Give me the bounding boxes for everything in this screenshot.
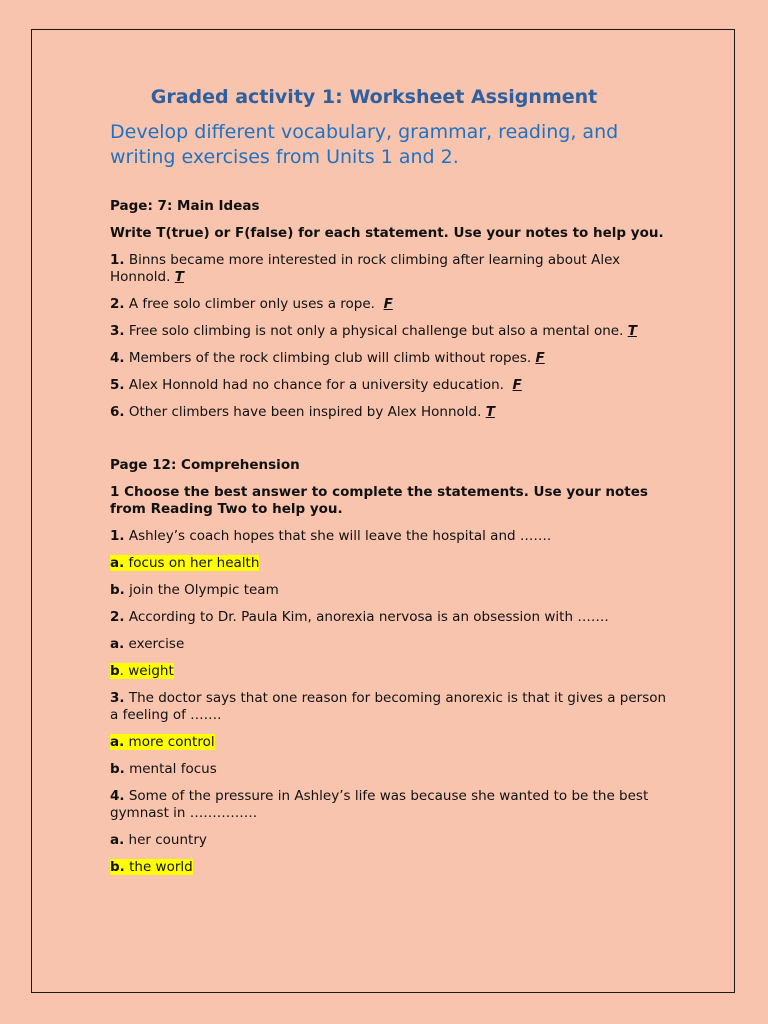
item-answer: F [535, 350, 545, 366]
item-number: 4. [110, 350, 125, 366]
question [110, 788, 670, 822]
option-correct [110, 555, 670, 572]
page-subtitle: Develop different vocabulary, grammar, reading, and writing exercises from Units 1 and 2. [110, 121, 619, 168]
option-correct [110, 734, 670, 751]
item-answer: T [485, 404, 495, 420]
option-correct [110, 859, 670, 876]
item-number: 3. [110, 323, 125, 339]
option-letter: b. [110, 859, 125, 875]
question-number: 2. [110, 609, 125, 625]
option-text: her country [128, 832, 207, 848]
option-correct [110, 663, 670, 680]
option-letter: a. [110, 832, 125, 848]
worksheet-content [110, 86, 670, 886]
question [110, 690, 670, 724]
option-text: join the Olympic team [129, 582, 279, 598]
item-answer: T [174, 269, 184, 285]
question [110, 609, 670, 626]
option-text: focus on her health [128, 555, 260, 571]
tf-item [110, 350, 670, 367]
option-text: exercise [128, 636, 185, 652]
item-answer: F [512, 377, 522, 393]
question-number: 1. [110, 528, 125, 544]
item-text: Binns became more interested in rock climbing after learning about Alex Honnold. [110, 252, 621, 285]
tf-item [110, 296, 670, 313]
item-text: Members of the rock climbing club will climb without ropes. [128, 350, 532, 366]
section1-heading: Page: 7: Main Ideas [110, 198, 260, 214]
option-letter: b [110, 663, 120, 679]
option-letter: a. [110, 734, 125, 750]
question-number: 3. [110, 690, 125, 706]
option-letter: b. [110, 582, 125, 598]
section2-instructions: 1 Choose the best answer to complete the statements. Use your notes from Reading Two to help you. [110, 484, 648, 517]
tf-item [110, 377, 670, 394]
question-text: The doctor says that one reason for becoming anorexic is that it gives a person a feeling of ……. [110, 690, 667, 723]
question-text: Ashley’s coach hopes that she will leave the hospital and ……. [128, 528, 552, 544]
question-text: Some of the pressure in Ashley’s life was because she wanted to be the best gymnast in …………… [110, 788, 649, 821]
item-number: 6. [110, 404, 125, 420]
option-text: more control [128, 734, 215, 750]
item-answer: T [627, 323, 637, 339]
item-number: 5. [110, 377, 125, 393]
option-letter: a. [110, 636, 125, 652]
question-text: According to Dr. Paula Kim, anorexia nervosa is an obsession with ……. [128, 609, 609, 625]
option [110, 582, 670, 599]
option [110, 636, 670, 653]
option [110, 761, 670, 778]
tf-item [110, 323, 670, 340]
option-letter: b. [110, 761, 125, 777]
question [110, 528, 670, 545]
item-text: Free solo climbing is not only a physical challenge but also a mental one. [128, 323, 624, 339]
option-letter: a. [110, 555, 125, 571]
option-text: the world [129, 859, 193, 875]
item-text: Alex Honnold had no chance for a university education. [128, 377, 504, 393]
item-number: 2. [110, 296, 125, 312]
tf-item [110, 252, 670, 286]
item-text: A free solo climber only uses a rope. [128, 296, 375, 312]
page-title: Graded activity 1: Worksheet Assignment [150, 86, 598, 108]
option-text: mental focus [129, 761, 217, 777]
section2-heading: Page 12: Comprehension [110, 457, 300, 473]
section1-instructions: Write T(true) or F(false) for each statement. Use your notes to help you. [110, 225, 664, 241]
tf-item [110, 404, 670, 421]
question-number: 4. [110, 788, 125, 804]
item-text: Other climbers have been inspired by Alex Honnold. [128, 404, 482, 420]
option [110, 832, 670, 849]
item-answer: F [383, 296, 393, 312]
option-text: . weight [119, 663, 174, 679]
item-number: 1. [110, 252, 125, 268]
